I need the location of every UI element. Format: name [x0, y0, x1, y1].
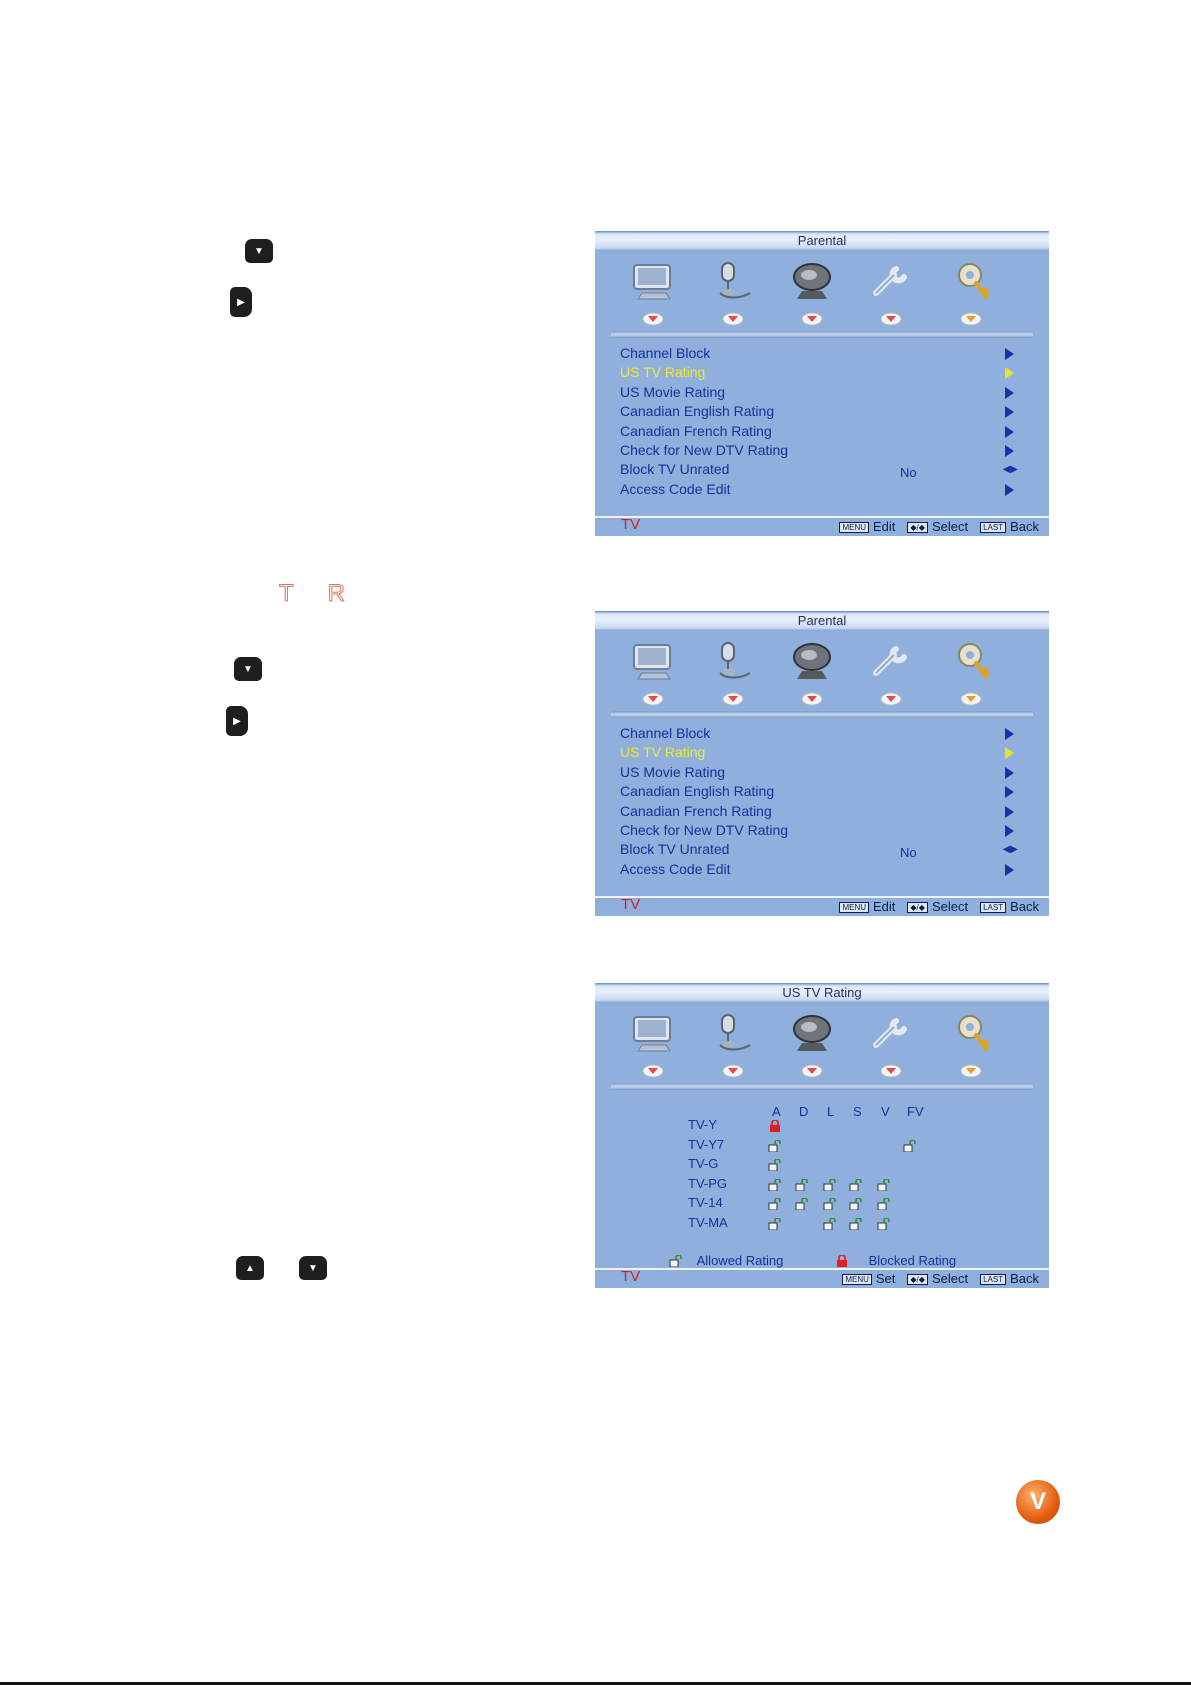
vizio-logo: V	[1016, 1480, 1060, 1524]
parental-menu-list	[620, 344, 1040, 499]
chevron-right-icon	[1005, 406, 1014, 418]
menu-item-label: Canadian French Rating	[620, 422, 772, 439]
osd-footer	[595, 896, 1049, 916]
menu-tab-indicator-icon	[880, 312, 902, 326]
menu-tab-indicator-icon	[642, 692, 664, 706]
locked-icon[interactable]	[768, 1119, 782, 1131]
menu-item-label: US Movie Rating	[620, 763, 726, 780]
hint-label: Select	[931, 899, 969, 914]
menu-item[interactable]	[620, 724, 1040, 743]
audio-microphone-icon[interactable]	[707, 1010, 759, 1056]
hint-label: Back	[1010, 1271, 1039, 1286]
hint-label: Back	[1010, 899, 1039, 914]
menu-item-label: US TV Rating	[620, 744, 706, 761]
chevron-right-icon	[1005, 786, 1014, 798]
menu-item[interactable]	[620, 802, 1040, 821]
menu-item-label: US Movie Rating	[620, 383, 726, 400]
menu-tab-indicator-icon	[960, 312, 982, 326]
menu-item-value: No	[900, 845, 917, 861]
menu-item[interactable]	[620, 422, 1040, 441]
chevron-right-icon	[1005, 367, 1014, 379]
menu-item-label: Check for New DTV Rating	[620, 821, 789, 838]
osd-footer	[595, 1268, 1049, 1288]
menu-tab-indicator-icon	[722, 692, 744, 706]
chevron-right-icon	[1005, 767, 1014, 779]
rating-column-header: V	[881, 1104, 890, 1119]
parental-key-icon[interactable]	[945, 258, 997, 304]
up-key-icon: ▲	[236, 1256, 264, 1280]
hint-label: Back	[1010, 519, 1039, 534]
parental-key-icon[interactable]	[945, 1010, 997, 1056]
menu-item-label: Access Code Edit	[620, 860, 731, 877]
menu-item[interactable]	[620, 402, 1040, 421]
divider	[611, 1083, 1033, 1090]
menu-item-label: Block TV Unrated	[620, 461, 730, 478]
osd-title: Parental	[595, 231, 1049, 251]
unlocked-icon[interactable]	[877, 1197, 891, 1209]
menu-tab-indicator-icon	[880, 1064, 902, 1078]
unlocked-icon[interactable]	[877, 1217, 891, 1229]
rating-row-label: TV-G	[688, 1156, 719, 1171]
menu-tab-indicator-icon	[801, 1064, 823, 1078]
rating-column-header: A	[772, 1104, 781, 1119]
parental-key-icon[interactable]	[945, 638, 997, 684]
unlocked-icon[interactable]	[768, 1158, 782, 1170]
unlocked-icon	[669, 1255, 683, 1267]
menu-item[interactable]	[620, 821, 1040, 840]
rating-row-label: TV-PG	[688, 1175, 728, 1191]
unlocked-icon[interactable]	[849, 1197, 863, 1209]
menu-item[interactable]	[620, 441, 1040, 460]
rating-column-header: D	[799, 1104, 809, 1119]
divider	[611, 711, 1033, 718]
menu-item[interactable]	[620, 860, 1040, 879]
footer-hints	[827, 898, 1039, 916]
menu-tab-indicator-icon	[801, 692, 823, 706]
input-source-label: TV	[621, 1268, 641, 1285]
menu-tab-indicator-icon	[642, 312, 664, 326]
menu-tab-indicator-icon	[960, 692, 982, 706]
menu-item-label: Channel Block	[620, 345, 711, 361]
tv-picture-icon[interactable]	[627, 638, 679, 684]
menu-item[interactable]	[620, 363, 1040, 382]
hint-label: Edit	[873, 519, 896, 534]
hint-label: Select	[931, 1271, 969, 1286]
tools-wrench-icon[interactable]	[865, 258, 917, 304]
satellite-dish-icon[interactable]	[786, 258, 838, 304]
menu-item-label: Channel Block	[620, 725, 711, 741]
rating-row-label: TV-14	[688, 1195, 723, 1210]
menu-tab-indicator-icon	[801, 312, 823, 326]
tv-picture-icon[interactable]	[627, 1010, 679, 1056]
unlocked-icon[interactable]	[768, 1178, 782, 1190]
hint-label: Set	[875, 1271, 896, 1286]
down-key-icon: ▼	[299, 1256, 327, 1280]
left-right-arrows-icon: ◀▶	[1002, 464, 1018, 476]
menu-item[interactable]	[620, 743, 1040, 762]
us-tv-rating-screen	[595, 983, 1049, 1288]
menu-item-label: Canadian French Rating	[620, 802, 772, 819]
tools-wrench-icon[interactable]	[865, 638, 917, 684]
audio-microphone-icon[interactable]	[707, 258, 759, 304]
rating-column-header: L	[827, 1104, 835, 1119]
hint-label: Edit	[873, 899, 896, 914]
satellite-dish-icon[interactable]	[786, 1010, 838, 1056]
tools-wrench-icon[interactable]	[865, 1010, 917, 1056]
last-key-icon: LAST	[980, 522, 1006, 533]
menu-item-label: Block TV Unrated	[620, 841, 730, 858]
right-key-icon: ▶	[230, 287, 252, 317]
unlocked-icon[interactable]	[877, 1178, 891, 1190]
divider	[611, 331, 1033, 338]
rating-row-label: TV-MA	[688, 1214, 728, 1230]
arrow-keys-icon: ◆/◆	[907, 902, 928, 913]
menu-tab-indicator-icon	[642, 1064, 664, 1078]
unlocked-icon[interactable]	[849, 1217, 863, 1229]
unlocked-icon[interactable]	[823, 1197, 837, 1209]
unlocked-icon[interactable]	[768, 1197, 782, 1209]
menu-item-label: Canadian English Rating	[620, 403, 775, 420]
menu-tab-indicator-icon	[722, 1064, 744, 1078]
arrow-keys-icon: ◆/◆	[907, 1274, 928, 1285]
chevron-right-icon	[1005, 747, 1014, 759]
down-key-icon: ▼	[234, 657, 262, 681]
menu-key-icon: MENU	[839, 902, 869, 913]
last-key-icon: LAST	[980, 902, 1006, 913]
menu-key-icon: MENU	[839, 522, 869, 533]
footer-hints	[830, 1270, 1039, 1288]
menu-item[interactable]	[620, 480, 1040, 499]
menu-item[interactable]	[620, 840, 1040, 859]
chevron-right-icon	[1005, 387, 1014, 399]
menu-icon-row	[595, 258, 1049, 338]
parental-menu-list	[620, 724, 1040, 879]
unlocked-icon[interactable]	[795, 1197, 809, 1209]
rating-row-label: TV-Y	[688, 1117, 717, 1132]
menu-item[interactable]	[620, 460, 1040, 479]
menu-item-label: Canadian English Rating	[620, 783, 775, 800]
chevron-right-icon	[1005, 825, 1014, 837]
osd-title: US TV Rating	[595, 983, 1049, 1003]
legend-allowed: Allowed Rating	[669, 1253, 783, 1268]
chevron-right-icon	[1005, 445, 1014, 457]
unlocked-icon[interactable]	[849, 1178, 863, 1190]
osd-footer	[595, 516, 1049, 536]
parental-menu-screen	[595, 231, 1049, 536]
menu-item-label: Access Code Edit	[620, 480, 731, 497]
tv-picture-icon[interactable]	[627, 258, 679, 304]
chevron-right-icon	[1005, 426, 1014, 438]
menu-item[interactable]	[620, 782, 1040, 801]
menu-tab-indicator-icon	[722, 312, 744, 326]
menu-icon-row	[595, 638, 1049, 718]
menu-icon-row	[595, 1010, 1049, 1090]
satellite-dish-icon[interactable]	[786, 638, 838, 684]
hint-label: Select	[931, 519, 969, 534]
legend-blocked: Blocked Rating	[835, 1253, 956, 1268]
unlocked-icon[interactable]	[823, 1217, 837, 1229]
locked-icon	[835, 1255, 849, 1267]
menu-item[interactable]	[620, 763, 1040, 782]
parental-menu-screen	[595, 611, 1049, 916]
chevron-right-icon	[1005, 806, 1014, 818]
rating-row-label: TV-Y7	[688, 1136, 725, 1152]
chevron-right-icon	[1005, 484, 1014, 496]
arrow-keys-icon: ◆/◆	[907, 522, 928, 533]
unlocked-icon[interactable]	[768, 1217, 782, 1229]
menu-tab-indicator-icon	[960, 1064, 982, 1078]
menu-tab-indicator-icon	[880, 692, 902, 706]
rating-column-header: FV	[907, 1104, 924, 1119]
menu-item-label: US TV Rating	[620, 364, 706, 381]
rating-column-header: S	[853, 1104, 862, 1119]
right-key-icon: ▶	[226, 706, 248, 736]
menu-item-value: No	[900, 465, 917, 481]
last-key-icon: LAST	[980, 1274, 1006, 1285]
osd-title: Parental	[595, 611, 1049, 631]
chevron-right-icon	[1005, 348, 1014, 360]
unlocked-icon[interactable]	[823, 1178, 837, 1190]
chevron-right-icon	[1005, 728, 1014, 740]
audio-microphone-icon[interactable]	[707, 638, 759, 684]
menu-key-icon: MENU	[842, 1274, 872, 1285]
menu-item[interactable]	[620, 344, 1040, 363]
footer-hints	[827, 518, 1039, 536]
rt-letters: TR	[279, 580, 379, 607]
unlocked-icon[interactable]	[795, 1178, 809, 1190]
menu-item-label: Check for New DTV Rating	[620, 441, 789, 458]
unlocked-icon[interactable]	[768, 1139, 782, 1151]
down-key-icon: ▼	[245, 239, 273, 263]
chevron-right-icon	[1005, 864, 1014, 876]
left-right-arrows-icon: ◀▶	[1002, 844, 1018, 856]
menu-item[interactable]	[620, 383, 1040, 402]
input-source-label: TV	[621, 896, 641, 913]
input-source-label: TV	[621, 516, 641, 533]
unlocked-icon[interactable]	[903, 1139, 917, 1151]
